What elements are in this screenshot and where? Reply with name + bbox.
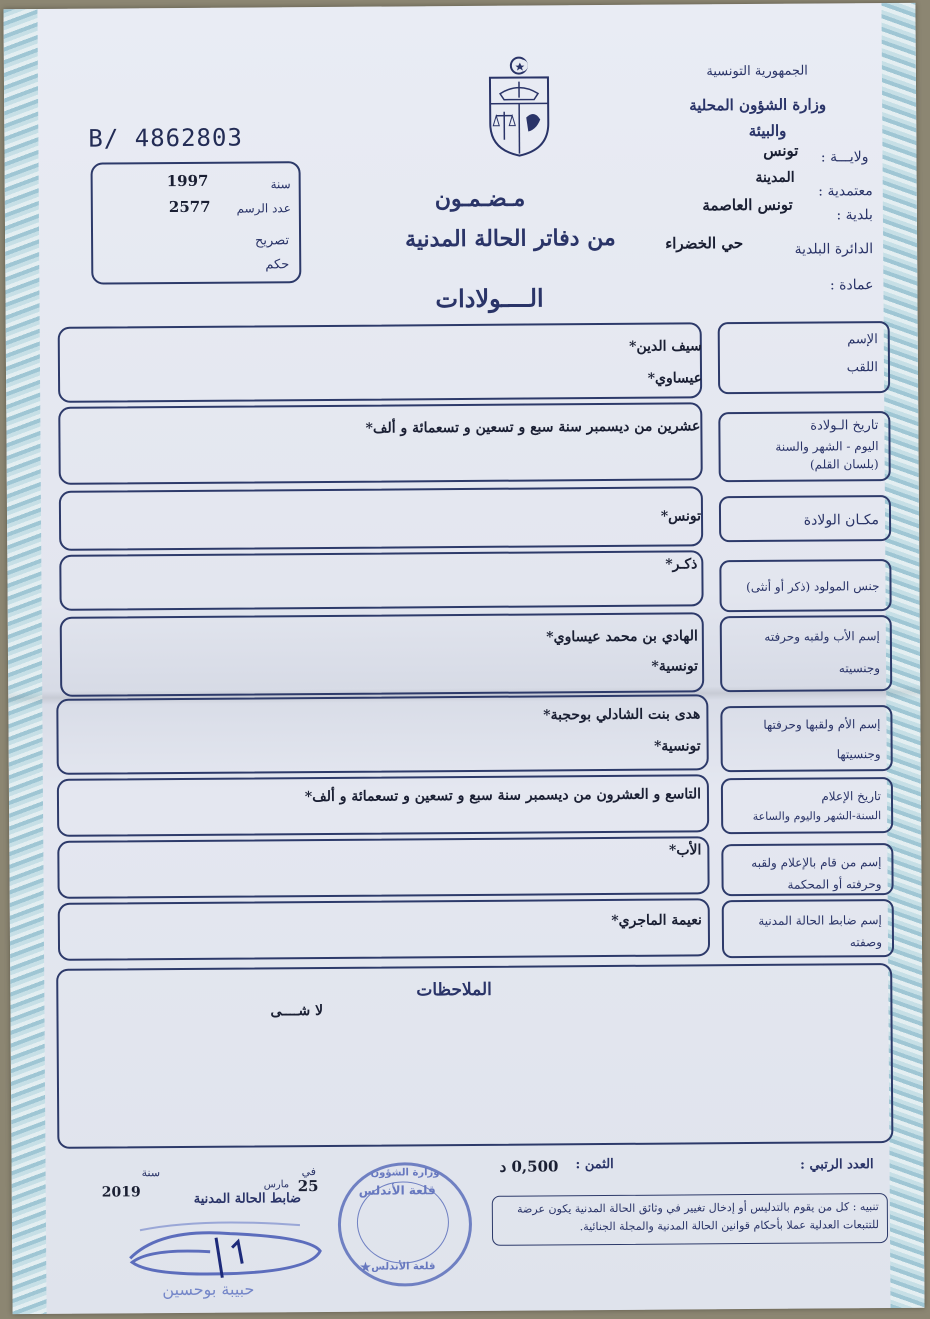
pob-label: مكـان الولادة — [803, 512, 880, 529]
stamp-bottom-text: قلعة الأندلس — [371, 1261, 436, 1273]
registry-year-value: 1997 — [166, 171, 209, 191]
pob-value: تونس* — [660, 508, 702, 525]
mutamadiya-label: معتمدية : — [818, 183, 873, 200]
date-day: 25 — [297, 1177, 319, 1196]
births-title: الــــولادات — [435, 283, 544, 314]
dob-label-2: اليوم - الشهر والسنة — [775, 439, 879, 454]
daira-value: حي الخضراء — [665, 234, 744, 253]
stamp-top-text: وزارة الشؤون — [370, 1167, 440, 1179]
serial-number: B/ 4862803 — [88, 123, 243, 153]
dob-value: عشرين من ديسمبر سنة سبع و تسعين و تسعمائة و ألف* — [365, 418, 701, 437]
footer-year-label: سنة — [141, 1166, 161, 1180]
registry-number-value: 2577 — [168, 197, 211, 217]
declarant-label-2: وحرفته أو المحكمة — [787, 877, 882, 892]
mother-label-2: وجنسيتها — [836, 747, 881, 762]
daira-label: الدائرة البلدية — [794, 241, 874, 258]
mother-value: هدى بنت الشادلي بوحجبة* — [543, 706, 701, 724]
father-nationality: تونسية* — [651, 658, 699, 675]
extract-title: مـضـمـون — [434, 185, 526, 213]
declaration-label: تصريح — [254, 233, 290, 249]
row-date-of-birth — [58, 401, 891, 487]
row-name — [58, 321, 891, 405]
stamp-middle-text: قلعة الأندلس — [358, 1183, 436, 1198]
officer-value: نعيمة الماجري* — [611, 912, 702, 929]
sex-value: ذكـر* — [665, 556, 698, 573]
handwritten-signature — [120, 1207, 341, 1289]
registers-title: من دفاتر الحالة المدنية — [404, 224, 616, 253]
name-value: سيف الدين* — [629, 338, 702, 355]
serial-label: العدد الرتبي : — [800, 1157, 874, 1173]
father-value: الهادي بن محمد عيساوي* — [546, 628, 698, 646]
surname-label: اللقب — [846, 360, 879, 376]
ministry-title: وزارة الشؤون المحلية — [689, 95, 827, 115]
declarant-label: إسم من قام بالإعلام ولقبه — [751, 855, 882, 870]
official-stamp — [338, 1162, 473, 1287]
declaration-date-label-2: السنة-الشهر واليوم والساعة — [752, 809, 882, 823]
wilaya-label: ولايـــة : — [820, 149, 869, 166]
officer-title: ضابط الحالة المدنية — [193, 1191, 302, 1207]
row-place-of-birth — [59, 485, 891, 549]
date-prefix: في — [301, 1165, 317, 1179]
notes-title: الملاحظات — [416, 979, 492, 1001]
mother-nationality: تونسية* — [653, 738, 701, 755]
registry-number-label: عدد الرسم — [236, 201, 291, 216]
tunisia-coat-of-arms-icon — [482, 53, 557, 158]
sex-label: جنس المولود (ذكر أو أنثى) — [746, 579, 880, 595]
price-value: 0,500 د — [499, 1157, 559, 1176]
notes-value: لا شــــى — [270, 1002, 324, 1020]
judgment-label: حكم — [265, 257, 290, 273]
father-label-2: وجنسيته — [838, 661, 881, 676]
stamp-star-icon: ★ — [359, 1259, 372, 1276]
omada-label: عمادة : — [829, 277, 874, 294]
baladiya-label: بلدية : — [836, 207, 873, 224]
birth-certificate-document — [3, 3, 924, 1314]
declaration-date-value: التاسع و العشرون من ديسمبر سنة سبع و تسعين و تسعمائة و ألف* — [304, 786, 702, 806]
dob-label-3: (بلسان القلم) — [809, 457, 879, 472]
row-declarant — [61, 835, 893, 899]
baladiya-value: تونس العاصمة — [702, 195, 793, 215]
father-label: إسم الأب ولقبه وحرفته — [764, 629, 880, 644]
warning-box: تنبيه : كل من يقوم بالتدليس أو إدخال تغيير في وثائق الحالة المدنية يكون عرضة للتتبعات العدلية عملا بأحكام قوانين الحالة المدنية والمجلة الجنائية. — [492, 1193, 888, 1246]
declarant-value: الأب* — [668, 842, 702, 859]
declaration-date-label: تاريخ الإعلام — [821, 789, 882, 804]
row-civil-officer — [62, 897, 894, 963]
row-father — [60, 611, 893, 699]
surname-value: عيساوي* — [647, 370, 703, 387]
dob-label: تاريخ الـولادة — [810, 418, 879, 434]
row-mother — [60, 693, 893, 777]
officer-label: إسم ضابط الحالة المدنية — [758, 913, 882, 928]
date-month: مارس — [263, 1179, 290, 1191]
row-sex — [59, 549, 891, 617]
republic-title: الجمهورية التونسية — [706, 63, 808, 80]
ministry-title-2: والبيئة — [748, 121, 787, 140]
notes-box — [56, 963, 893, 1149]
row-declaration-date — [61, 773, 893, 839]
wilaya-value: تونس — [763, 141, 799, 160]
price-label: الثمن : — [575, 1156, 614, 1173]
left-guilloche-border — [3, 9, 46, 1314]
mutamadiya-value: المدينة — [755, 169, 795, 186]
registry-year-label: سنة — [270, 177, 291, 192]
registry-box — [91, 161, 302, 284]
mother-label: إسم الأم ولقبها وحرفتها — [763, 717, 881, 732]
officer-label-2: وصفته — [849, 935, 883, 950]
signature-name: حبيبة بوحسين — [162, 1279, 255, 1300]
name-label: الإسم — [847, 332, 878, 348]
footer-year-value: 2019 — [101, 1184, 141, 1201]
